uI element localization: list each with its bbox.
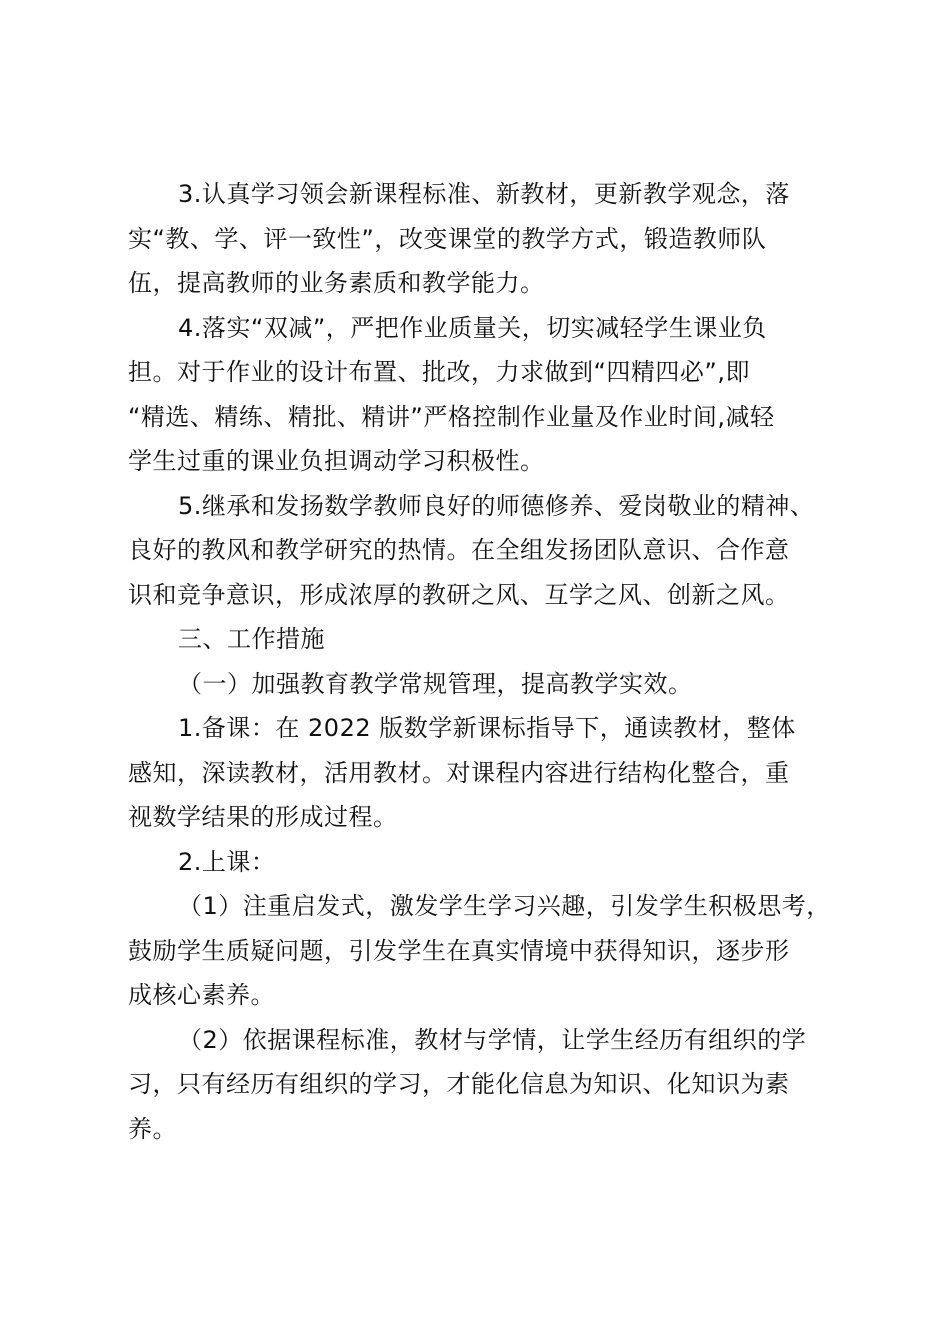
paragraph-4-line-3: “精选、精练、精批、精讲”严格控制作业量及作业时间,减轻	[128, 402, 775, 431]
paragraph-4-line-4: 学生过重的课业负担调动学习积极性。	[128, 447, 545, 475]
subsection-heading: （一）加强教育教学常规管理，提高教学实效。	[178, 669, 693, 698]
paragraph-5-line-3: 识和竞争意识，形成浓厚的教研之风、互学之风、创新之风。	[128, 580, 790, 609]
paragraph-3-line-3: 伍，提高教师的业务素质和教学能力。	[128, 269, 545, 297]
subitem-2-line-1: （2）依据课程标准，教材与学情，让学生经历有组织的学	[178, 1025, 807, 1054]
document-body	[128, 172, 840, 1151]
paragraph-5-line-1: 5.继承和发扬数学教师良好的师德修养、爱岗敬业的精神、	[178, 491, 815, 520]
subitem-1-line-3: 成核心素养。	[128, 981, 275, 1009]
paragraph-3-line-1: 3.认真学习领会新课程标准、新教材，更新教学观念，落	[178, 180, 790, 208]
subitem-2-line-3: 养。	[128, 1114, 177, 1143]
section-heading: 三、工作措施	[178, 625, 325, 653]
item-1-line-3: 视数学结果的形成过程。	[128, 803, 398, 831]
item-1-line-1: 1.备课：在 2022 版数学新课标指导下，通读教材，整体	[178, 714, 796, 742]
item-1-line-2: 感知，深读教材，活用教材。对课程内容进行结构化整合，重	[128, 758, 790, 787]
subitem-1-line-1: （1）注重启发式，激发学生学习兴趣，引发学生积极思考，	[178, 892, 831, 920]
subitem-2-line-2: 习，只有经历有组织的学习，才能化信息为知识、化知识为素	[128, 1070, 790, 1098]
paragraph-3-line-2: 实“教、学、评一致性”，改变课堂的教学方式，锻造教师队	[128, 224, 767, 253]
paragraph-4-line-1: 4.落实“双减”，严把作业质量关，切实减轻学生课业负	[178, 313, 767, 342]
paragraph-4-line-2: 担。对于作业的设计布置、批改，力求做到“四精四必”,即	[128, 358, 750, 386]
subitem-1-line-2: 鼓励学生质疑问题，引发学生在真实情境中获得知识，逐步形	[128, 936, 790, 965]
item-2-heading: 2.上课：	[178, 847, 276, 876]
paragraph-5-line-2: 良好的教风和教学研究的热情。在全组发扬团队意识、合作意	[128, 536, 790, 564]
